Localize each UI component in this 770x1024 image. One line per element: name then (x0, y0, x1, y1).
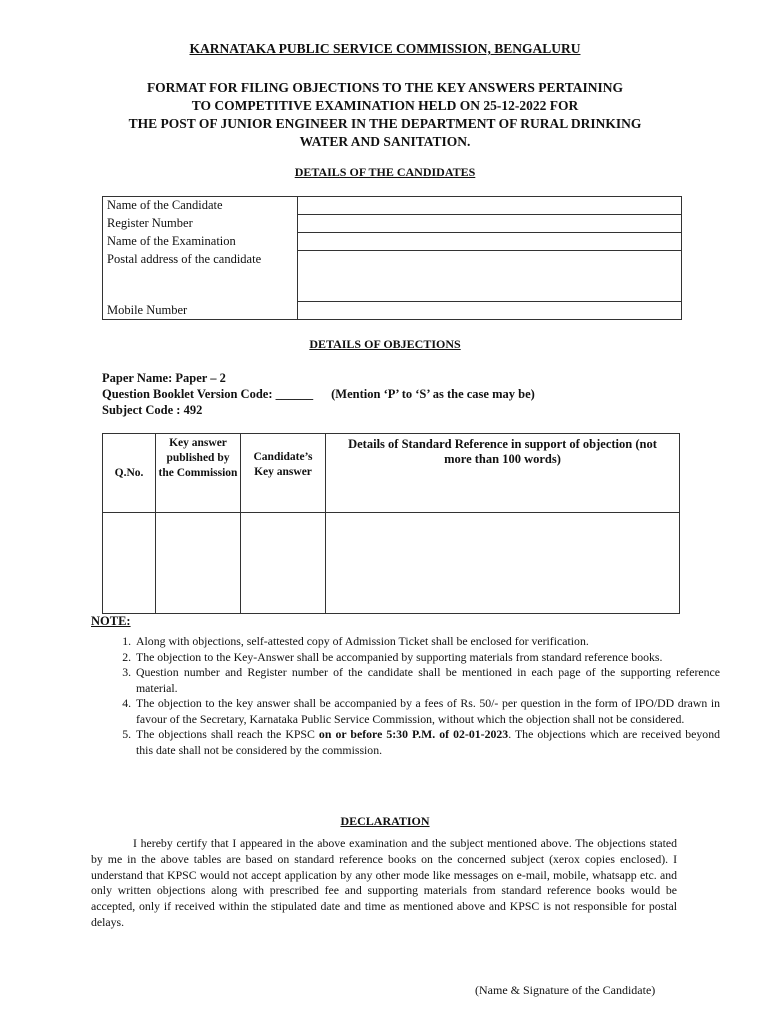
organization-heading: KARNATAKA PUBLIC SERVICE COMMISSION, BENGALURU (189, 41, 581, 56)
form-title-line-4: WATER AND SANITATION. (299, 134, 471, 149)
subject-code: Subject Code : 492 (102, 403, 203, 417)
table-row (103, 215, 682, 233)
list-item: 2. The objection to the Key-Answer shall be accompanied by supporting materials from standard reference books. (134, 650, 720, 666)
table-row (103, 197, 682, 215)
paper-name: Paper Name: Paper – 2 (102, 371, 226, 385)
note-heading: NOTE: (91, 614, 131, 628)
objections-heading: DETAILS OF OBJECTIONS (309, 337, 461, 351)
qno-header: Q.No. (103, 434, 156, 513)
notes-list (90, 634, 720, 758)
candidate-name-field[interactable] (298, 197, 682, 215)
declaration-heading: DECLARATION (340, 814, 430, 828)
deadline-text: on or before 5:30 P.M. of 02-01-2023 (318, 727, 509, 741)
mobile-number-label: Mobile Number (103, 302, 298, 320)
candidate-details-heading: DETAILS OF THE CANDIDATES (294, 165, 476, 179)
declaration-text: I hereby certify that I appeared in the above examination and the subject mentioned above. The objections stated by me in the above tables are based on standard reference books on the concerned subject (xerox copies enclosed). I understand that KPSC would not accept application by any other mode like messages on e-mail, mobile, whatsapp etc. and only written objections along with prescribed fee and supporting materials from standard reference books would be accepted, only if received within the stipulated date and time as mentioned above and KPSC is not responsible for postal delays. (91, 836, 677, 929)
booklet-code-line (102, 386, 535, 402)
reference-header: Details of Standard Reference in support of objection (not more than 100 words) (326, 434, 680, 513)
postal-address-field[interactable] (298, 251, 682, 302)
mobile-number-field[interactable] (298, 302, 682, 320)
key-answer-cell[interactable] (156, 513, 241, 614)
candidate-name-label: Name of the Candidate (103, 197, 298, 215)
register-number-field[interactable] (298, 215, 682, 233)
booklet-code-hint: (Mention ‘P’ to ‘S’ as the case may be) (331, 387, 535, 401)
list-item (134, 727, 720, 758)
candidate-answer-cell[interactable] (241, 513, 326, 614)
reference-cell[interactable] (326, 513, 680, 614)
key-answer-header: Key answer published by the Commission (156, 434, 241, 513)
form-title-line-3: THE POST OF JUNIOR ENGINEER IN THE DEPARTMENT OF RURAL DRINKING (128, 116, 642, 131)
objections-table (102, 433, 680, 614)
list-item: 1. Along with objections, self-attested copy of Admission Ticket shall be enclosed for verification. (134, 634, 720, 650)
table-row (103, 513, 680, 614)
list-item: 4. The objection to the key answer shall be accompanied by a fees of Rs. 50/- per question in the form of IPO/DD drawn in favour of the Secretary, Karnataka Public Service Commission, without which the objection shall not be considered. (134, 696, 720, 727)
examination-name-label: Name of the Examination (103, 233, 298, 251)
qno-cell[interactable] (103, 513, 156, 614)
note-5-text-end: . The objections which are received beyond this date shall not be considered by the commission. (136, 727, 721, 757)
form-title-line-2: TO COMPETITIVE EXAMINATION HELD ON 25-12-2022 FOR (191, 98, 579, 113)
signature-label: (Name & Signature of the Candidate) (475, 983, 656, 997)
table-header-row (103, 434, 680, 513)
note-5-text: The objections shall reach the KPSC (136, 727, 319, 741)
register-number-label: Register Number (103, 215, 298, 233)
list-item: 3. Question number and Register number of the candidate shall be mentioned in each page of the supporting reference material. (134, 665, 720, 696)
candidate-details-table (102, 196, 682, 320)
form-title-line-1: FORMAT FOR FILING OBJECTIONS TO THE KEY ANSWERS PERTAINING (146, 80, 624, 95)
examination-name-field[interactable] (298, 233, 682, 251)
table-row (103, 302, 682, 320)
table-row (103, 251, 682, 302)
candidate-answer-header: Candidate’s Key answer (241, 434, 326, 513)
table-row (103, 233, 682, 251)
postal-address-label: Postal address of the candidate (103, 251, 298, 302)
booklet-code-label: Question Booklet Version Code: ______ (102, 387, 314, 401)
